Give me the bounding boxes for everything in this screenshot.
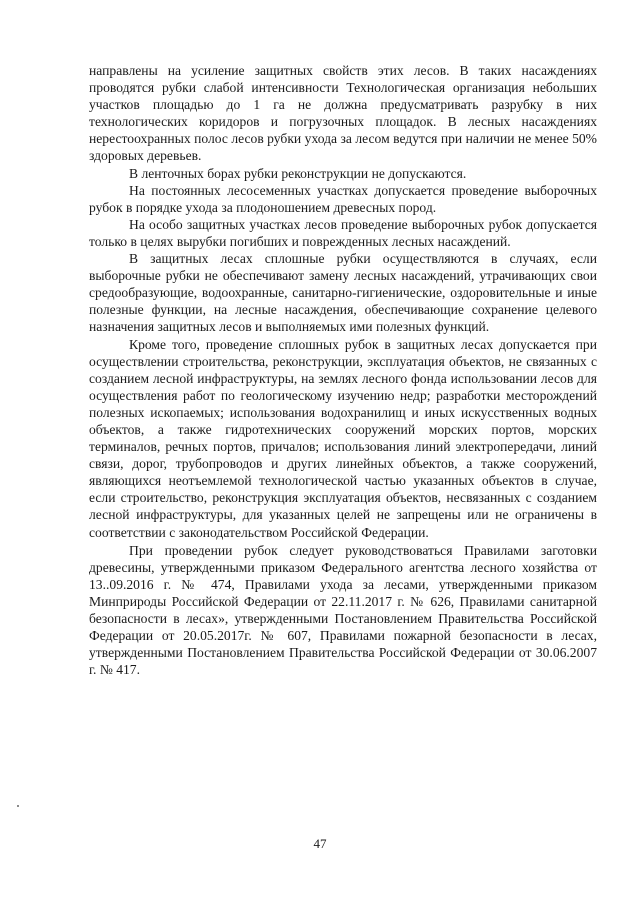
paragraph-4: На особо защитных участках лесов проведение выборочных рубок допускается только в целях вырубки погибших и поврежденных лесных насаждений. (89, 216, 597, 249)
paragraph-1: направлены на усиление защитных свойств этих лесов. В таких насаждениях проводятся рубки слабой интенсивности Технологическая организация небольших участков площадью до 1 га не должна предусматривать разрубку в них технологических коридоров и погрузочных площадок. В лесных насаждениях нерестоохранных полос лесов рубки ухода за лесом ведутся при наличии не менее 50% здоровых деревьев. (89, 63, 597, 164)
paragraph-5: В защитных лесах сплошные рубки осуществляются в случаях, если выборочные рубки не обеспечивают замену лесных насаждений, утрачивающих свои средообразующие, водоохранные, санитарно-гигиенические, оздоровительные и иные полезные функции, на лесные насаждения, обеспечивающие сохранение целевого назначения защитных лесов и выполняемых ими полезных функций. (89, 251, 597, 335)
body-text (89, 62, 597, 678)
paragraph-3: На постоянных лесосеменных участках допускается проведение выборочных рубок в порядке ухода за плодоношением древесных пород. (89, 182, 597, 215)
paragraph-7: При проведении рубок следует руководствоваться Правилами заготовки древесины, утвержденными приказом Федерального агентства лесного хозяйства от 13..09.2016 г. № 474, Правилами ухода за лесами, утвержденными приказом Минприроды Российской Федерации от 22.11.2017 г. № 626, Правилами санитарной безопасности в лесах», утвержденными Постановлением Правительства Российской Федерации от 20.05.2017г. № 607, Правилами пожарной безопасности в лесах, утвержденными Постановлением Правительства Российской Федерации от 30.06.2007 г. № 417. (89, 542, 597, 678)
paragraph-2: В ленточных борах рубки реконструкции не допускаются. (129, 165, 467, 181)
paragraph-6: Кроме того, проведение сплошных рубок в защитных лесах допускается при осуществлении строительства, реконструкции, эксплуатация объектов, не связанных с созданием лесной инфраструктуры, на землях лесного фонда использовании лесов для осуществления работ по геологическому изучению недр; разработки месторождений полезных ископаемых; использования водохранилищ и иных искусственных водных объектов, а также гидротехнических сооружений морских портов, морских терминалов, речных портов, причалов; использования линий электропередачи, линий связи, дорог, трубопроводов и других линейных объектов, а также сооружений, являющихся неотъемлемой технологической частью указанных объектов в случае, если строительство, реконструкция эксплуатация объектов, несвязанных с созданием лесной инфраструктуры, для указанных целей не запрещены или не ограничены в соответствии с законодательством Российской Федерации. (89, 336, 597, 540)
page-number: 47 (313, 836, 327, 851)
scan-speck (17, 805, 19, 807)
